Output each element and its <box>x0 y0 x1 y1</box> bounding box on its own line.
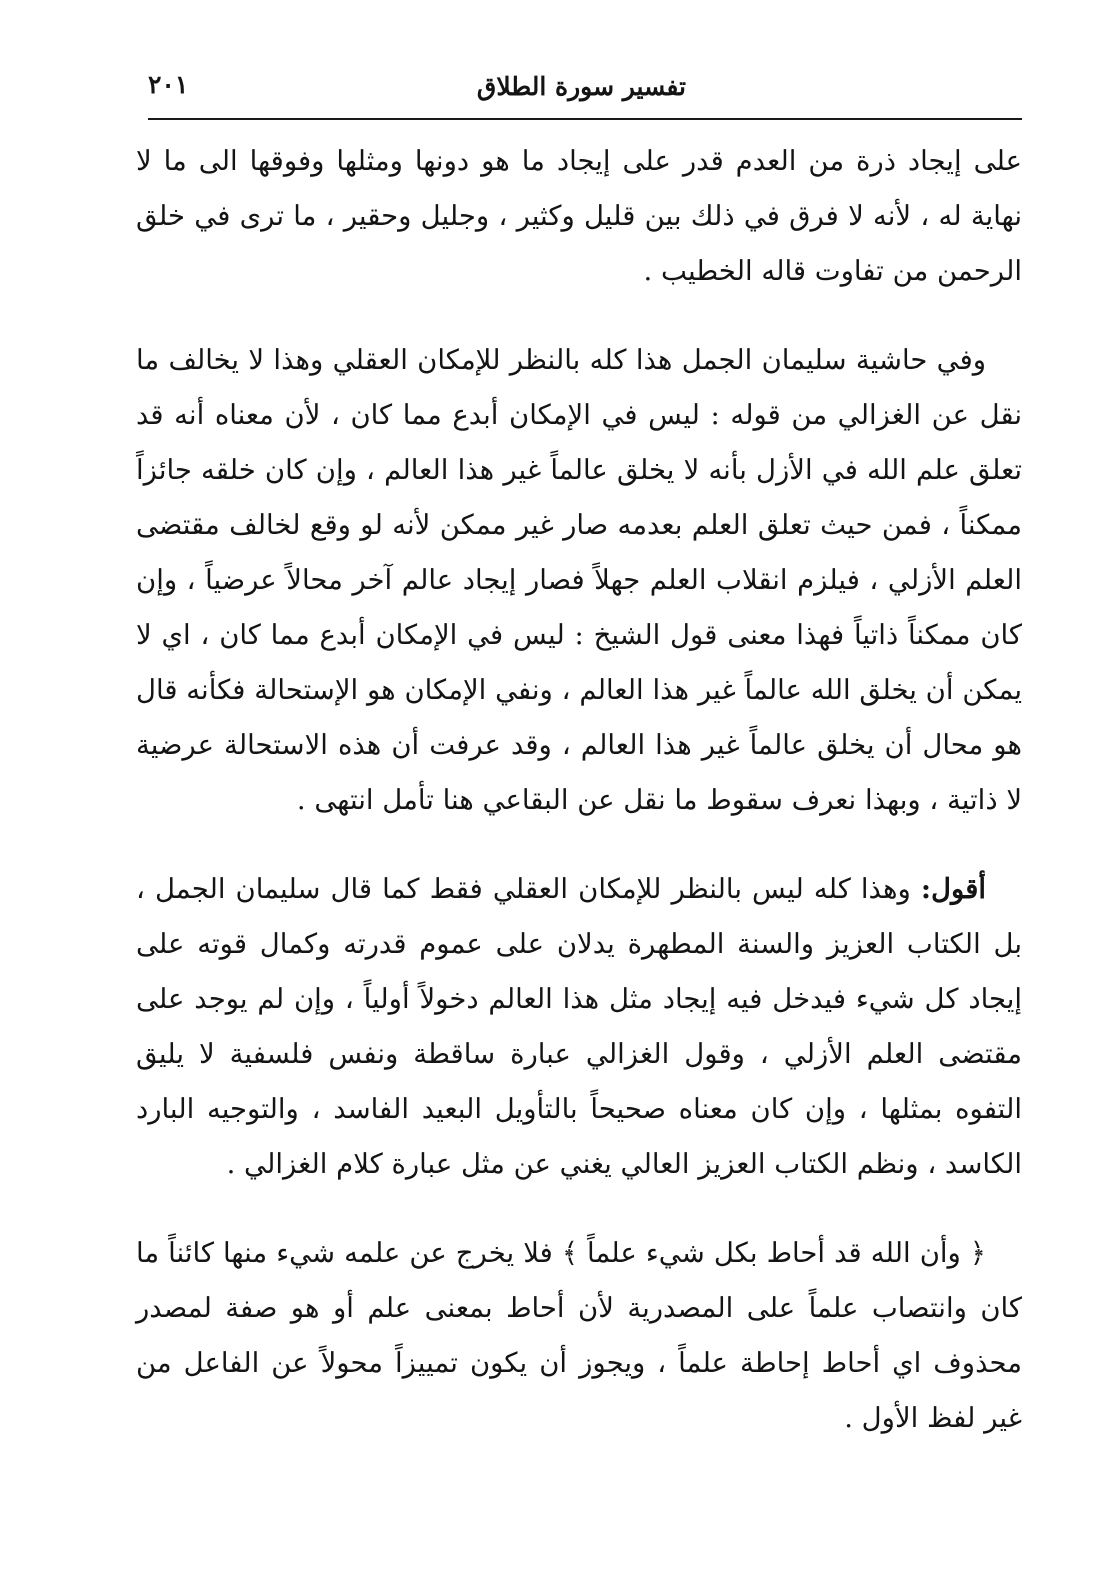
running-header <box>148 64 1022 114</box>
paragraph-1-text: على إيجاد ذرة من العدم قدر على إيجاد ما هو دونها ومثلها وفوقها الى ما لا نهاية له ، لأنه لا فرق في ذلك بين قليل وكثير ، وجليل وحقير ، ما ترى في خلق الرحمن من تفاوت قاله الخطيب . <box>136 145 1022 287</box>
header-rule <box>148 118 1022 120</box>
paragraph-2-text: وفي حاشية سليمان الجمل هذا كله بالنظر للإمكان العقلي وهذا لا يخالف ما نقل عن الغزالي من قوله : ليس في الإمكان أبدع مما كان ، لأن معناه أنه قد تعلق علم الله في الأزل بأنه لا يخلق عالماً غير هذا العالم ، وإن كان خلقه جائزاً ممكناً ، فمن حيث تعلق العلم بعدمه صار غير ممكن لأنه لو وقع لخالف مقتضى العلم الأزلي ، فيلزم انقلاب العلم جهلاً فصار إيجاد عالم آخر محالاً عرضياً ، وإن كان ممكناً ذاتياً فهذا معنى قول الشيخ : ليس في الإمكان أبدع مما كان ، اي لا يمكن أن يخلق الله عالماً غير هذا العالم ، ونفي الإمكان هو الإستحالة فكأنه قال هو محال أن يخلق عالماً غير هذا العالم ، وقد عرفت أن هذه الاستحالة عرضية لا ذاتية ، وبهذا نعرف سقوط ما نقل عن البقاعي هنا تأمل انتهى . <box>136 344 1023 816</box>
paragraph-4 <box>136 1226 1022 1446</box>
paragraph-2 <box>136 333 1022 828</box>
paragraph-3 <box>136 862 1022 1192</box>
body-text <box>136 134 1022 1446</box>
paragraph-4-text: ﴿ وأن الله قد أحاط بكل شيء علماً ﴾ فلا يخرج عن علمه شيء منها كائناً ما كان وانتصاب علماً على المصدرية لأن أحاط بمعنى علم أو هو صفة لمصدر محذوف اي أحاط إحاطة علماً ، ويجوز أن يكون تمييزاً محولاً عن الفاعل من غير لفظ الأول . <box>136 1237 1022 1434</box>
page-number: ٢٠١ <box>148 70 189 99</box>
running-title: تفسير سورة الطلاق <box>476 72 686 101</box>
paragraph-1 <box>136 134 1022 299</box>
paragraph-3-text: وهذا كله ليس بالنظر للإمكان العقلي فقط كما قال سليمان الجمل ، بل الكتاب العزيز والسنة المطهرة يدلان على عموم قدرته وكمال قوته على إيجاد كل شيء فيدخل فيه إيجاد مثل هذا العالم دخولاً أولياً ، وإن لم يوجد على مقتضى العلم الأزلي ، وقول الغزالي عبارة ساقطة ونفس فلسفية لا يليق التفوه بمثلها ، وإن كان معناه صحيحاً بالتأويل البعيد الفاسد ، والتوجيه البارد الكاسد ، ونظم الكتاب العزيز العالي يغني عن مثل عبارة كلام الغزالي . <box>136 873 1022 1180</box>
paragraph-3-lead: أقول: <box>920 873 986 905</box>
